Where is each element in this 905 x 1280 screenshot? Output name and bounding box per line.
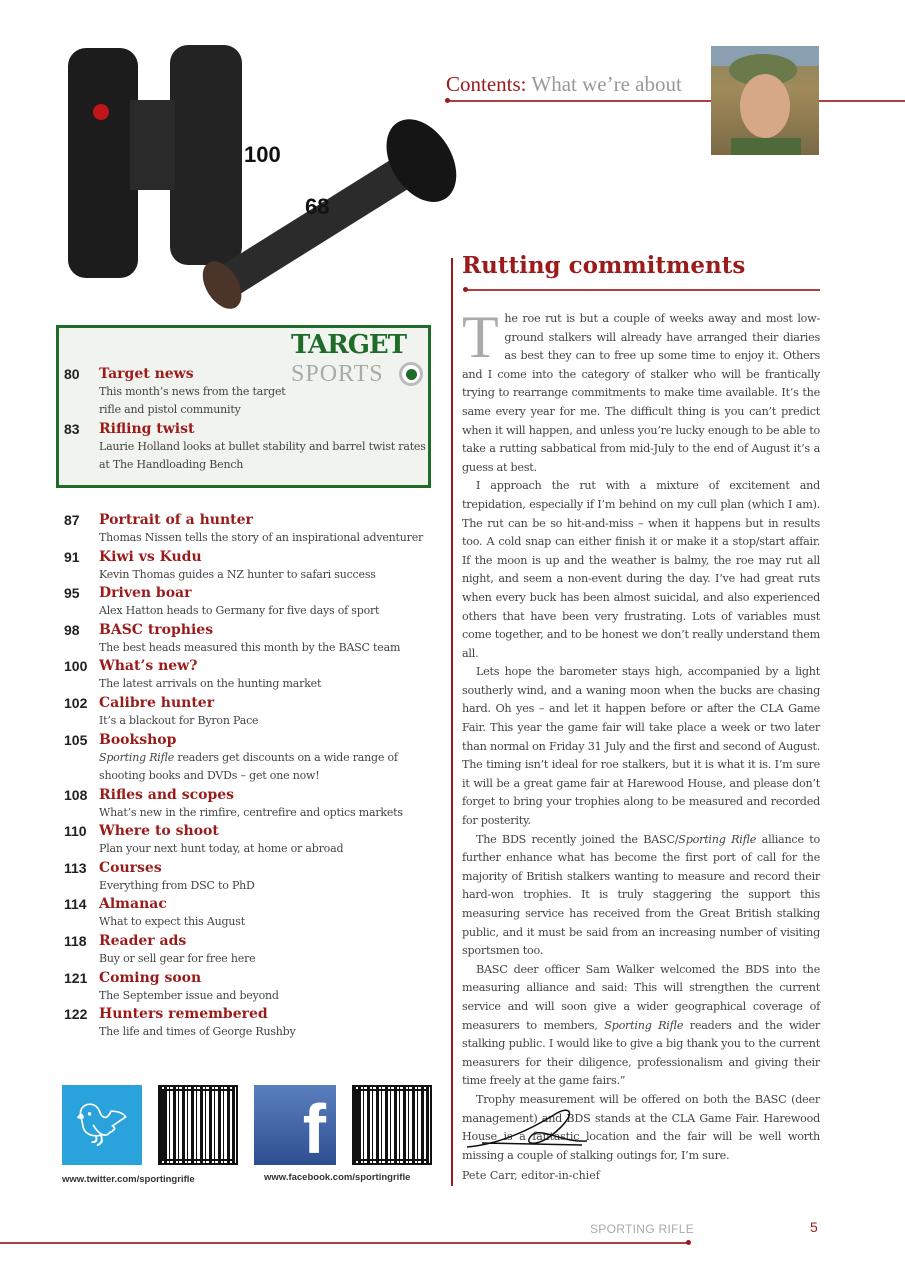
toc-title: Driven boar <box>99 585 192 602</box>
toc-title: Kiwi vs Kudu <box>99 548 202 565</box>
toc-desc: Buy or sell gear for free here <box>99 952 256 965</box>
toc-title: Target news <box>99 366 194 382</box>
toc-title: Courses <box>99 859 162 876</box>
toc-page: 102 <box>64 695 88 711</box>
page-number: 5 <box>810 1219 818 1235</box>
toc-page: 121 <box>64 969 88 986</box>
signature <box>462 1105 592 1155</box>
toc-title: Reader ads <box>99 933 187 949</box>
toc-title: Hunters remembered <box>99 1006 268 1023</box>
footer-rule <box>0 1242 690 1244</box>
toc-title: Calibre hunter <box>99 695 215 711</box>
target-icon <box>399 362 423 386</box>
toc-title: Rifles and scopes <box>99 786 235 803</box>
signoff: Pete Carr, editor-in-chief <box>462 1169 600 1182</box>
toc-desc: The September issue and beyond <box>99 988 279 1002</box>
toc-page: 113 <box>64 859 87 876</box>
toc-desc: The best heads measured this month by the BASC team <box>99 640 401 654</box>
toc-desc: What’s new in the rimfire, centrefire and optics markets <box>99 805 403 819</box>
toc-page: 80 <box>64 366 80 382</box>
paragraph: BASC deer officer Sam Walker welcomed the BDS into the measuring alliance and said: This will strengthen the current service and will soon give a wider geographical coverage of measurers to members, Sporting Rifle readers and the wider stalking public. I would like to give a big thank you to the current measurers for their diligence, professionalism and giving their time freely at the game fairs.” <box>462 962 821 1088</box>
paragraph: he roe rut is but a couple of weeks away and most low-ground stalkers will already have arranged their diaries as best they can to free up some time to enjoy it. Others and I come into the category of stalker who will be frantically trying to rearrange commitments to make time available. It’s the same every year for me. The difficult thing is you can’t predict when it will happen, and unless you’re lucky enough to be able to take a rutting sabbatical from mid-July to the end of August it’s a guess at best. <box>462 312 820 474</box>
footer-magazine: SPORTING RIFLE <box>590 1222 694 1236</box>
toc-title: What’s new? <box>99 658 198 675</box>
twitter-link[interactable]: www.twitter.com/sportingrifle <box>62 1174 195 1185</box>
paragraph: Lets hope the barometer stays high, accompanied by a light southerly wind, and a waning moon when the bucks are chasing hard. Oh yes – and let it happen before or after the CLA Game Fair. This year the game fair will take place a week or two later than normal on Friday 31 July and the first and second of August. The timing isn’t ideal for roe stalkers, but it is what it is. I’m sure it will be a great game fair at Harewood House, and please don’t forget to bring your trophies along to be measured and recorded for posterity. <box>462 665 820 828</box>
toc-page: 122 <box>64 1006 88 1023</box>
toc-desc: The life and times of George Rushby <box>99 1025 296 1039</box>
column-divider <box>451 258 453 1186</box>
binoculars-page-label: 100 <box>244 142 281 167</box>
target-sports-box <box>56 325 431 488</box>
toc-desc: Alex Hatton heads to Germany for five days of sport <box>99 604 380 618</box>
toc-page: 91 <box>64 548 80 565</box>
twitter-icon[interactable]: 🐦︎ <box>62 1085 142 1165</box>
article-title: Rutting commitments <box>462 252 746 279</box>
toc-desc: Thomas Nissen tells the story of an inspirational adventurer <box>99 531 424 544</box>
toc-page: 100 <box>64 658 88 675</box>
facebook-icon[interactable]: f <box>254 1085 336 1165</box>
paragraph: Trophy measurement will be offered on both the BASC (deer management) and BDS stands at the CLA Game Fair. Harewood House is a fantastic location and the fair will be well worth missing a couple of stalking outings for, I’m sure. <box>462 1092 820 1162</box>
toc-desc: Everything from DSC to PhD <box>99 878 255 892</box>
toc-desc: Plan your next hunt today, at home or abroad <box>99 842 344 856</box>
toc-title: Where to shoot <box>99 823 219 840</box>
facebook-qr-code <box>352 1085 432 1165</box>
title-rule <box>465 289 820 291</box>
toc-desc: Kevin Thomas guides a NZ hunter to safari success <box>99 567 376 581</box>
product-image <box>60 40 460 320</box>
rule-dot <box>463 287 468 292</box>
toc-desc: The latest arrivals on the hunting market <box>99 677 322 691</box>
section-subtitle: What we’re about <box>531 72 682 96</box>
toc-page: 110 <box>64 823 87 840</box>
scope-page-label: 68 <box>305 194 330 219</box>
toc-desc: This month’s news from the target rifle and pistol community <box>99 385 286 416</box>
toc-title: Almanac <box>99 896 167 913</box>
drop-cap: T <box>462 304 499 370</box>
toc-desc: Laurie Holland looks at bullet stability and barrel twist rates at The Handloading Bench <box>99 440 426 471</box>
toc-desc: It’s a blackout for Byron Pace <box>99 714 259 727</box>
facebook-link[interactable]: www.facebook.com/sportingrifle <box>264 1172 411 1183</box>
toc-page: 105 <box>64 731 88 748</box>
toc-page: 95 <box>64 585 80 602</box>
toc-page: 108 <box>64 786 88 803</box>
section-header <box>446 72 682 97</box>
toc-title: Rifling twist <box>99 421 195 437</box>
rule-dot <box>686 1240 691 1245</box>
twitter-qr-code <box>158 1085 238 1165</box>
paragraph: The BDS recently joined the BASC/Sporting Rifle alliance to further enhance what has become the first port of call for the majority of British stalkers wanting to measure and record their hard-won trophies. It is truly staggering the support this measuring service has received from the Great British stalking public, and it must be said from an increasing number of visiting sportsmen too. <box>462 832 821 958</box>
article-body <box>462 304 821 1165</box>
editor-photo <box>711 46 819 155</box>
toc-title: Portrait of a hunter <box>99 512 253 528</box>
toc-page: 98 <box>64 621 80 638</box>
header-rule <box>447 100 905 102</box>
toc-desc: Sporting Rifle readers get discounts on a wide range of shooting books and DVDs – get one now! <box>99 750 398 782</box>
target-sports-logo-bottom: SPORTS <box>291 361 384 387</box>
toc-title: Coming soon <box>99 969 202 986</box>
paragraph: I approach the rut with a mixture of excitement and trepidation, especially if I’m behind on my cull plan (which I am). The rut can be so hit-and-miss – when it happens but in results too. A cold snap can either finish it or make it a stop/start affair. If the moon is up and the weather is balmy, the roe may rut all night, and seem a non-event during the day. I’ve had great ruts when every buck has been almost suicidal, and also experienced others that have been very frustrating. Lots of variables must come together, and to be honest we don’t really understand them all. <box>462 479 820 660</box>
toc-title: BASC trophies <box>99 621 214 638</box>
toc-title: Bookshop <box>99 731 177 748</box>
toc-page: 118 <box>64 933 87 949</box>
toc-page: 87 <box>64 512 80 528</box>
toc-page: 114 <box>64 896 87 913</box>
target-sports-logo-top: TARGET <box>291 330 407 360</box>
section-label: Contents: <box>446 72 527 96</box>
toc-desc: What to expect this August <box>99 915 245 929</box>
toc-page: 83 <box>64 421 80 437</box>
